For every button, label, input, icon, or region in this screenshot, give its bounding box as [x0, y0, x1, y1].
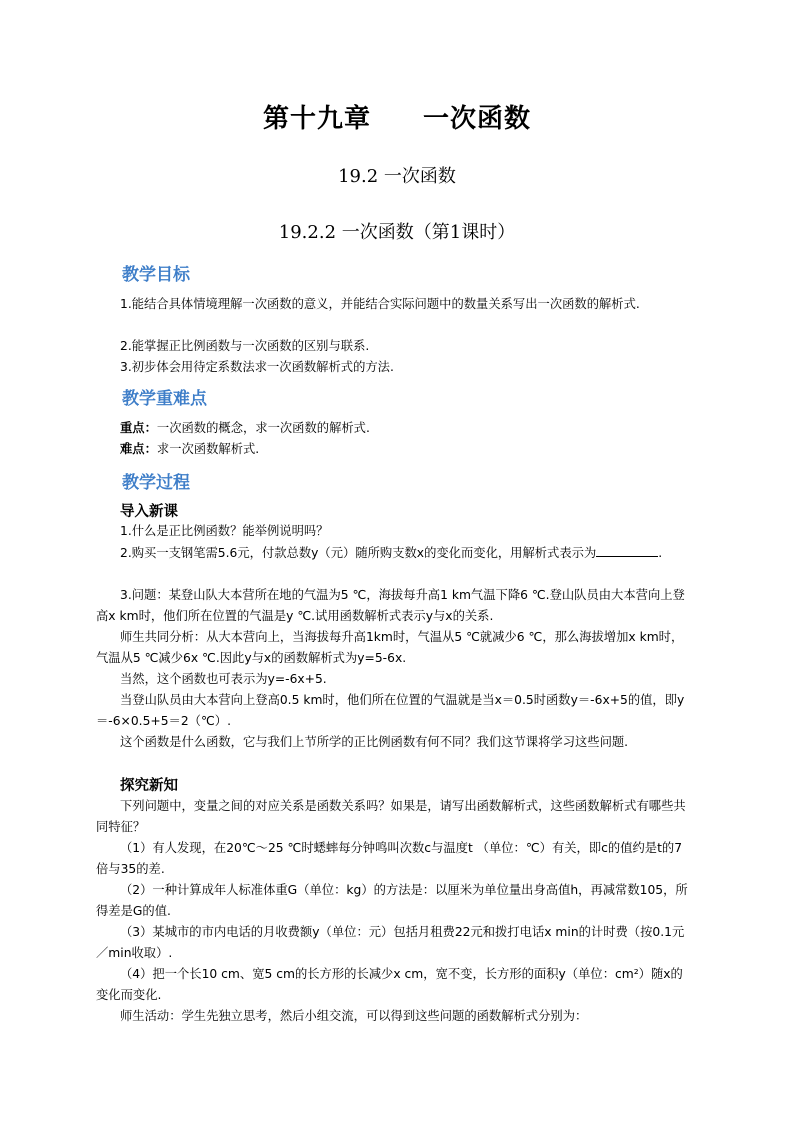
chapter-number: 第十九章	[262, 104, 371, 134]
difficulty-line	[96, 439, 688, 460]
intro-question: 这个函数是什么函数，它与我们上节所学的正比例函数有何不同？我们这节课将学习这些问题.	[120, 735, 629, 749]
lesson-title: 19.2.2 一次函数（第1课时）	[278, 222, 516, 243]
explore-problem-1: （1）有人发现，在20℃～25 ℃时蟋蟀每分钟鸣叫次数c与温度t （单位：℃）有关，即c的值约是t的7倍与35的差.	[96, 841, 683, 876]
goal-item-2: 2.能掌握正比例函数与一次函数的区别与联系.	[120, 339, 370, 353]
key-point-line	[96, 418, 688, 439]
intro-heading: 导入新课	[120, 504, 178, 520]
difficulty-text: 求一次函数解析式.	[156, 442, 260, 456]
intro-climb: 当登山队员由大本营向上登高0.5 km时，他们所在位置的气温就是当x＝0.5时函数y＝-6x+5的值，即y＝-6×0.5+5＝2（℃）.	[96, 693, 685, 728]
explore-problem-2: （2）一种计算成年人标准体重G（单位：kg）的方法是：以厘米为单位量出身高值h，再减常数105，所得差是G的值.	[96, 883, 688, 918]
answer-blank	[596, 544, 658, 557]
intro-q2-end: .	[658, 546, 663, 560]
explore-problem-3: （3）某城市的市内电话的月收费额y（单位：元）包括月租费22元和拨打电话x min的计时费（按0.1元／min收取）.	[96, 925, 685, 960]
chapter-name: 一次函数	[423, 104, 532, 134]
explore-heading: 探究新知	[120, 778, 178, 794]
explore-problem-4: （4）把一个长10 cm、宽5 cm的长方形的长减少x cm，宽不变，长方形的面积y（单位：cm²）随x的变化而变化.	[96, 967, 683, 1002]
intro-q2	[96, 543, 688, 564]
explore-activity: 师生活动：学生先独立思考，然后小组交流，可以得到这些问题的函数解析式分别为：	[120, 1009, 588, 1023]
difficulty-label: 难点：	[120, 442, 157, 456]
explore-lead: 下列问题中，变量之间的对应关系是函数关系吗？如果是，请写出函数解析式，这些函数解析式有哪些共同特征？	[96, 799, 686, 834]
process-heading: 教学过程	[122, 473, 190, 493]
section-title: 19.2 一次函数	[338, 166, 456, 187]
intro-q1: 1.什么是正比例函数？能举例说明吗？	[120, 524, 329, 538]
goal-item-3: 3.初步体会用待定系数法求一次函数解析式的方法.	[120, 360, 394, 374]
goals-heading: 教学目标	[122, 265, 190, 285]
goal-item-1: 1.能结合具体情境理解一次函数的意义，并能结合实际问题中的数量关系写出一次函数的解析式.	[120, 297, 640, 311]
key-text: 一次函数的概念，求一次函数的解析式.	[156, 421, 370, 435]
key-label: 重点：	[120, 421, 157, 435]
intro-also: 当然，这个函数也可表示为y=-6x+5.	[120, 672, 327, 686]
intro-q3: 3.问题：某登山队大本营所在地的气温为5 ℃，海拔每升高1 km气温下降6 ℃.登山队员由大本营向上登高x km时，他们所在位置的气温是y ℃.试用函数解析式表示y与x的关系.	[96, 588, 685, 623]
key-points-heading: 教学重难点	[122, 389, 207, 409]
intro-q2-text: 2.购买一支钢笔需5.6元，付款总数y（元）随所购支数x的变化而变化，用解析式表示为	[120, 546, 597, 560]
chapter-title	[0, 98, 794, 135]
intro-analysis: 师生共同分析：从大本营向上，当海拔每升高1km时，气温从5 ℃就减少6 ℃，那么海拔增加x km时，气温从5 ℃减少6x ℃.因此y与x的函数解析式为y=5-6x.	[96, 630, 684, 665]
